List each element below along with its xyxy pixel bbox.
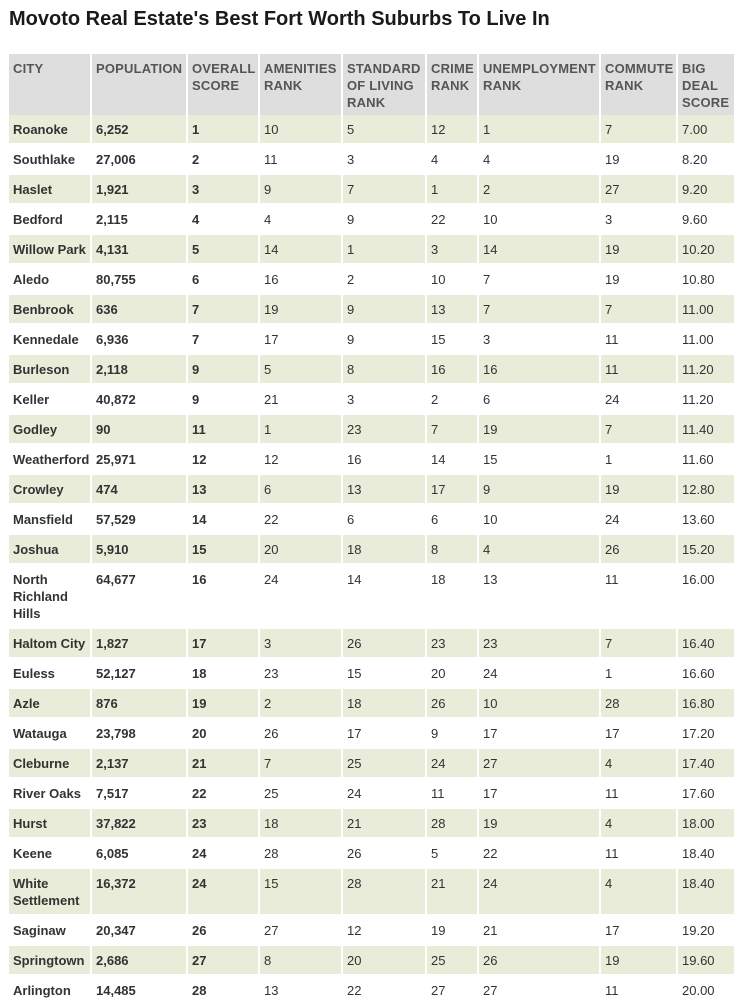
cell-unemployment-rank: 10 <box>479 505 601 535</box>
cell-population: 40,872 <box>92 385 188 415</box>
cell-crime-rank: 13 <box>427 295 479 325</box>
table-row <box>9 505 734 535</box>
cell-overall-score: 3 <box>188 175 260 205</box>
table-row <box>9 779 734 809</box>
cell-big-deal-score: 11.20 <box>678 355 734 385</box>
cell-overall-score: 4 <box>188 205 260 235</box>
cell-crime-rank: 16 <box>427 355 479 385</box>
cell-amenities-rank: 5 <box>260 355 343 385</box>
table-row <box>9 415 734 445</box>
cell-standard-of-living-rank: 6 <box>343 505 427 535</box>
cell-standard-of-living-rank: 16 <box>343 445 427 475</box>
cell-overall-score: 24 <box>188 839 260 869</box>
cell-unemployment-rank: 19 <box>479 809 601 839</box>
cell-amenities-rank: 13 <box>260 976 343 1006</box>
cell-standard-of-living-rank: 15 <box>343 659 427 689</box>
cell-big-deal-score: 15.20 <box>678 535 734 565</box>
cell-unemployment-rank: 21 <box>479 916 601 946</box>
cell-overall-score: 5 <box>188 235 260 265</box>
cell-unemployment-rank: 4 <box>479 535 601 565</box>
cell-unemployment-rank: 6 <box>479 385 601 415</box>
cell-overall-score: 27 <box>188 946 260 976</box>
cell-crime-rank: 2 <box>427 385 479 415</box>
cell-big-deal-score: 16.60 <box>678 659 734 689</box>
cell-city: White Settlement <box>9 869 92 916</box>
cell-city: River Oaks <box>9 779 92 809</box>
cell-unemployment-rank: 13 <box>479 565 601 629</box>
cell-city: Mansfield <box>9 505 92 535</box>
cell-amenities-rank: 15 <box>260 869 343 916</box>
cell-standard-of-living-rank: 26 <box>343 629 427 659</box>
cell-crime-rank: 17 <box>427 475 479 505</box>
cell-city: Godley <box>9 415 92 445</box>
cell-population: 6,085 <box>92 839 188 869</box>
cell-crime-rank: 18 <box>427 565 479 629</box>
cell-amenities-rank: 28 <box>260 839 343 869</box>
cell-unemployment-rank: 15 <box>479 445 601 475</box>
cell-amenities-rank: 12 <box>260 445 343 475</box>
table-row <box>9 145 734 175</box>
cell-commute-rank: 1 <box>601 445 678 475</box>
cell-standard-of-living-rank: 26 <box>343 839 427 869</box>
cell-crime-rank: 23 <box>427 629 479 659</box>
cell-standard-of-living-rank: 21 <box>343 809 427 839</box>
cell-amenities-rank: 25 <box>260 779 343 809</box>
cell-crime-rank: 12 <box>427 115 479 145</box>
cell-standard-of-living-rank: 13 <box>343 475 427 505</box>
cell-overall-score: 26 <box>188 916 260 946</box>
cell-crime-rank: 19 <box>427 916 479 946</box>
cell-city: Crowley <box>9 475 92 505</box>
cell-overall-score: 21 <box>188 749 260 779</box>
cell-big-deal-score: 11.60 <box>678 445 734 475</box>
cell-overall-score: 9 <box>188 355 260 385</box>
cell-amenities-rank: 7 <box>260 749 343 779</box>
cell-big-deal-score: 17.20 <box>678 719 734 749</box>
cell-standard-of-living-rank: 9 <box>343 205 427 235</box>
cell-commute-rank: 11 <box>601 565 678 629</box>
cell-city: Joshua <box>9 535 92 565</box>
table-row <box>9 565 734 629</box>
cell-unemployment-rank: 16 <box>479 355 601 385</box>
cell-big-deal-score: 7.00 <box>678 115 734 145</box>
cell-amenities-rank: 22 <box>260 505 343 535</box>
cell-commute-rank: 11 <box>601 355 678 385</box>
col-header-city: CITY <box>9 54 92 115</box>
cell-amenities-rank: 8 <box>260 946 343 976</box>
cell-overall-score: 15 <box>188 535 260 565</box>
cell-standard-of-living-rank: 5 <box>343 115 427 145</box>
cell-commute-rank: 17 <box>601 719 678 749</box>
cell-big-deal-score: 10.20 <box>678 235 734 265</box>
cell-big-deal-score: 19.60 <box>678 946 734 976</box>
cell-crime-rank: 1 <box>427 175 479 205</box>
cell-population: 64,677 <box>92 565 188 629</box>
cell-big-deal-score: 9.20 <box>678 175 734 205</box>
cell-amenities-rank: 1 <box>260 415 343 445</box>
cell-amenities-rank: 2 <box>260 689 343 719</box>
cell-city: Willow Park <box>9 235 92 265</box>
cell-population: 876 <box>92 689 188 719</box>
cell-population: 80,755 <box>92 265 188 295</box>
cell-standard-of-living-rank: 14 <box>343 565 427 629</box>
cell-unemployment-rank: 14 <box>479 235 601 265</box>
cell-population: 20,347 <box>92 916 188 946</box>
cell-big-deal-score: 11.00 <box>678 325 734 355</box>
table-row <box>9 265 734 295</box>
cell-overall-score: 13 <box>188 475 260 505</box>
cell-population: 2,137 <box>92 749 188 779</box>
suburbs-ranking-table <box>9 54 734 1006</box>
cell-amenities-rank: 21 <box>260 385 343 415</box>
cell-standard-of-living-rank: 7 <box>343 175 427 205</box>
cell-big-deal-score: 11.00 <box>678 295 734 325</box>
cell-standard-of-living-rank: 8 <box>343 355 427 385</box>
cell-amenities-rank: 20 <box>260 535 343 565</box>
cell-city: Roanoke <box>9 115 92 145</box>
cell-big-deal-score: 18.40 <box>678 839 734 869</box>
cell-standard-of-living-rank: 18 <box>343 535 427 565</box>
cell-population: 25,971 <box>92 445 188 475</box>
cell-big-deal-score: 17.40 <box>678 749 734 779</box>
cell-overall-score: 17 <box>188 629 260 659</box>
col-header-commute-rank: COMMUTE RANK <box>601 54 678 115</box>
cell-population: 57,529 <box>92 505 188 535</box>
cell-city: North Richland Hills <box>9 565 92 629</box>
cell-crime-rank: 24 <box>427 749 479 779</box>
cell-city: Burleson <box>9 355 92 385</box>
table-row <box>9 839 734 869</box>
cell-overall-score: 9 <box>188 385 260 415</box>
cell-city: Saginaw <box>9 916 92 946</box>
cell-crime-rank: 26 <box>427 689 479 719</box>
cell-overall-score: 11 <box>188 415 260 445</box>
table-row <box>9 749 734 779</box>
cell-city: Keller <box>9 385 92 415</box>
cell-amenities-rank: 10 <box>260 115 343 145</box>
table-row <box>9 535 734 565</box>
cell-population: 52,127 <box>92 659 188 689</box>
cell-amenities-rank: 18 <box>260 809 343 839</box>
cell-city: Kennedale <box>9 325 92 355</box>
cell-overall-score: 6 <box>188 265 260 295</box>
cell-commute-rank: 4 <box>601 749 678 779</box>
cell-big-deal-score: 16.00 <box>678 565 734 629</box>
cell-big-deal-score: 20.00 <box>678 976 734 1006</box>
cell-overall-score: 24 <box>188 869 260 916</box>
table-row <box>9 916 734 946</box>
cell-crime-rank: 20 <box>427 659 479 689</box>
cell-amenities-rank: 6 <box>260 475 343 505</box>
cell-unemployment-rank: 24 <box>479 659 601 689</box>
cell-amenities-rank: 19 <box>260 295 343 325</box>
cell-amenities-rank: 26 <box>260 719 343 749</box>
col-header-standard-of-living-rank: STANDARD OF LIVING RANK <box>343 54 427 115</box>
cell-commute-rank: 17 <box>601 916 678 946</box>
cell-standard-of-living-rank: 9 <box>343 325 427 355</box>
col-header-overall-score: OVERALL SCORE <box>188 54 260 115</box>
cell-population: 6,252 <box>92 115 188 145</box>
cell-commute-rank: 4 <box>601 809 678 839</box>
cell-commute-rank: 28 <box>601 689 678 719</box>
cell-overall-score: 28 <box>188 976 260 1006</box>
cell-city: Southlake <box>9 145 92 175</box>
table-row <box>9 325 734 355</box>
cell-population: 27,006 <box>92 145 188 175</box>
cell-city: Springtown <box>9 946 92 976</box>
cell-commute-rank: 19 <box>601 475 678 505</box>
table-row <box>9 976 734 1006</box>
cell-overall-score: 7 <box>188 325 260 355</box>
table-row <box>9 689 734 719</box>
cell-amenities-rank: 11 <box>260 145 343 175</box>
cell-city: Benbrook <box>9 295 92 325</box>
cell-population: 7,517 <box>92 779 188 809</box>
cell-unemployment-rank: 22 <box>479 839 601 869</box>
cell-population: 636 <box>92 295 188 325</box>
cell-unemployment-rank: 1 <box>479 115 601 145</box>
cell-commute-rank: 24 <box>601 505 678 535</box>
cell-big-deal-score: 18.00 <box>678 809 734 839</box>
cell-city: Arlington <box>9 976 92 1006</box>
cell-overall-score: 14 <box>188 505 260 535</box>
cell-population: 474 <box>92 475 188 505</box>
page-title: Movoto Real Estate's Best Fort Worth Suburbs To Live In <box>9 8 550 30</box>
cell-amenities-rank: 17 <box>260 325 343 355</box>
cell-overall-score: 7 <box>188 295 260 325</box>
cell-population: 4,131 <box>92 235 188 265</box>
cell-overall-score: 2 <box>188 145 260 175</box>
cell-big-deal-score: 16.80 <box>678 689 734 719</box>
cell-population: 14,485 <box>92 976 188 1006</box>
cell-crime-rank: 27 <box>427 976 479 1006</box>
cell-standard-of-living-rank: 2 <box>343 265 427 295</box>
table-row <box>9 629 734 659</box>
table-body <box>9 115 734 1006</box>
cell-commute-rank: 1 <box>601 659 678 689</box>
cell-amenities-rank: 14 <box>260 235 343 265</box>
cell-population: 1,921 <box>92 175 188 205</box>
cell-commute-rank: 19 <box>601 235 678 265</box>
cell-unemployment-rank: 23 <box>479 629 601 659</box>
cell-unemployment-rank: 10 <box>479 689 601 719</box>
table-row <box>9 809 734 839</box>
cell-population: 90 <box>92 415 188 445</box>
cell-big-deal-score: 11.20 <box>678 385 734 415</box>
cell-standard-of-living-rank: 28 <box>343 869 427 916</box>
cell-overall-score: 23 <box>188 809 260 839</box>
cell-overall-score: 1 <box>188 115 260 145</box>
cell-crime-rank: 10 <box>427 265 479 295</box>
cell-population: 6,936 <box>92 325 188 355</box>
cell-amenities-rank: 24 <box>260 565 343 629</box>
cell-commute-rank: 11 <box>601 839 678 869</box>
cell-population: 37,822 <box>92 809 188 839</box>
cell-crime-rank: 28 <box>427 809 479 839</box>
cell-crime-rank: 9 <box>427 719 479 749</box>
cell-commute-rank: 7 <box>601 295 678 325</box>
table-row <box>9 235 734 265</box>
cell-population: 1,827 <box>92 629 188 659</box>
cell-commute-rank: 19 <box>601 265 678 295</box>
cell-unemployment-rank: 4 <box>479 145 601 175</box>
col-header-big-deal-score: BIG DEAL SCORE <box>678 54 734 115</box>
cell-population: 5,910 <box>92 535 188 565</box>
cell-crime-rank: 7 <box>427 415 479 445</box>
cell-standard-of-living-rank: 22 <box>343 976 427 1006</box>
cell-overall-score: 16 <box>188 565 260 629</box>
cell-standard-of-living-rank: 9 <box>343 295 427 325</box>
cell-population: 2,118 <box>92 355 188 385</box>
cell-commute-rank: 19 <box>601 145 678 175</box>
table-row <box>9 355 734 385</box>
cell-standard-of-living-rank: 12 <box>343 916 427 946</box>
cell-crime-rank: 15 <box>427 325 479 355</box>
cell-amenities-rank: 9 <box>260 175 343 205</box>
table-header-row <box>9 54 734 115</box>
cell-population: 16,372 <box>92 869 188 916</box>
table-row <box>9 869 734 916</box>
cell-unemployment-rank: 17 <box>479 719 601 749</box>
col-header-unemployment-rank: UNEMPLOYMENT RANK <box>479 54 601 115</box>
table-row <box>9 946 734 976</box>
cell-big-deal-score: 11.40 <box>678 415 734 445</box>
cell-unemployment-rank: 2 <box>479 175 601 205</box>
cell-overall-score: 19 <box>188 689 260 719</box>
cell-big-deal-score: 17.60 <box>678 779 734 809</box>
col-header-amenities-rank: AMENITIES RANK <box>260 54 343 115</box>
cell-standard-of-living-rank: 25 <box>343 749 427 779</box>
cell-commute-rank: 4 <box>601 869 678 916</box>
cell-crime-rank: 5 <box>427 839 479 869</box>
cell-crime-rank: 21 <box>427 869 479 916</box>
cell-unemployment-rank: 10 <box>479 205 601 235</box>
cell-city: Euless <box>9 659 92 689</box>
cell-commute-rank: 26 <box>601 535 678 565</box>
cell-commute-rank: 11 <box>601 976 678 1006</box>
cell-standard-of-living-rank: 17 <box>343 719 427 749</box>
table-row <box>9 175 734 205</box>
cell-crime-rank: 4 <box>427 145 479 175</box>
cell-big-deal-score: 19.20 <box>678 916 734 946</box>
table-row <box>9 115 734 145</box>
cell-standard-of-living-rank: 20 <box>343 946 427 976</box>
cell-population: 23,798 <box>92 719 188 749</box>
cell-commute-rank: 7 <box>601 629 678 659</box>
cell-unemployment-rank: 27 <box>479 749 601 779</box>
cell-crime-rank: 14 <box>427 445 479 475</box>
cell-commute-rank: 24 <box>601 385 678 415</box>
table-row <box>9 719 734 749</box>
cell-unemployment-rank: 19 <box>479 415 601 445</box>
cell-city: Cleburne <box>9 749 92 779</box>
cell-crime-rank: 25 <box>427 946 479 976</box>
cell-unemployment-rank: 7 <box>479 295 601 325</box>
cell-amenities-rank: 3 <box>260 629 343 659</box>
cell-city: Keene <box>9 839 92 869</box>
cell-standard-of-living-rank: 23 <box>343 415 427 445</box>
cell-commute-rank: 27 <box>601 175 678 205</box>
cell-big-deal-score: 9.60 <box>678 205 734 235</box>
cell-standard-of-living-rank: 24 <box>343 779 427 809</box>
cell-population: 2,686 <box>92 946 188 976</box>
table-row <box>9 659 734 689</box>
cell-city: Azle <box>9 689 92 719</box>
cell-commute-rank: 3 <box>601 205 678 235</box>
cell-crime-rank: 6 <box>427 505 479 535</box>
cell-unemployment-rank: 26 <box>479 946 601 976</box>
cell-unemployment-rank: 24 <box>479 869 601 916</box>
cell-amenities-rank: 23 <box>260 659 343 689</box>
cell-overall-score: 22 <box>188 779 260 809</box>
cell-commute-rank: 7 <box>601 415 678 445</box>
cell-big-deal-score: 18.40 <box>678 869 734 916</box>
cell-standard-of-living-rank: 3 <box>343 385 427 415</box>
cell-big-deal-score: 10.80 <box>678 265 734 295</box>
table-row <box>9 385 734 415</box>
cell-city: Haltom City <box>9 629 92 659</box>
cell-unemployment-rank: 9 <box>479 475 601 505</box>
cell-commute-rank: 11 <box>601 779 678 809</box>
cell-big-deal-score: 12.80 <box>678 475 734 505</box>
cell-big-deal-score: 13.60 <box>678 505 734 535</box>
cell-overall-score: 20 <box>188 719 260 749</box>
cell-unemployment-rank: 27 <box>479 976 601 1006</box>
cell-city: Weatherford <box>9 445 92 475</box>
cell-unemployment-rank: 7 <box>479 265 601 295</box>
cell-unemployment-rank: 17 <box>479 779 601 809</box>
cell-overall-score: 12 <box>188 445 260 475</box>
cell-unemployment-rank: 3 <box>479 325 601 355</box>
col-header-crime-rank: CRIME RANK <box>427 54 479 115</box>
cell-commute-rank: 11 <box>601 325 678 355</box>
cell-amenities-rank: 27 <box>260 916 343 946</box>
cell-crime-rank: 22 <box>427 205 479 235</box>
cell-city: Bedford <box>9 205 92 235</box>
cell-big-deal-score: 16.40 <box>678 629 734 659</box>
cell-commute-rank: 19 <box>601 946 678 976</box>
cell-crime-rank: 11 <box>427 779 479 809</box>
table-row <box>9 445 734 475</box>
col-header-population: POPULATION <box>92 54 188 115</box>
cell-big-deal-score: 8.20 <box>678 145 734 175</box>
cell-standard-of-living-rank: 18 <box>343 689 427 719</box>
table-row <box>9 475 734 505</box>
table-row <box>9 295 734 325</box>
cell-amenities-rank: 16 <box>260 265 343 295</box>
cell-city: Hurst <box>9 809 92 839</box>
cell-amenities-rank: 4 <box>260 205 343 235</box>
cell-crime-rank: 3 <box>427 235 479 265</box>
cell-city: Haslet <box>9 175 92 205</box>
cell-crime-rank: 8 <box>427 535 479 565</box>
table-row <box>9 205 734 235</box>
cell-standard-of-living-rank: 3 <box>343 145 427 175</box>
cell-population: 2,115 <box>92 205 188 235</box>
cell-city: Watauga <box>9 719 92 749</box>
cell-standard-of-living-rank: 1 <box>343 235 427 265</box>
cell-city: Aledo <box>9 265 92 295</box>
cell-commute-rank: 7 <box>601 115 678 145</box>
cell-overall-score: 18 <box>188 659 260 689</box>
